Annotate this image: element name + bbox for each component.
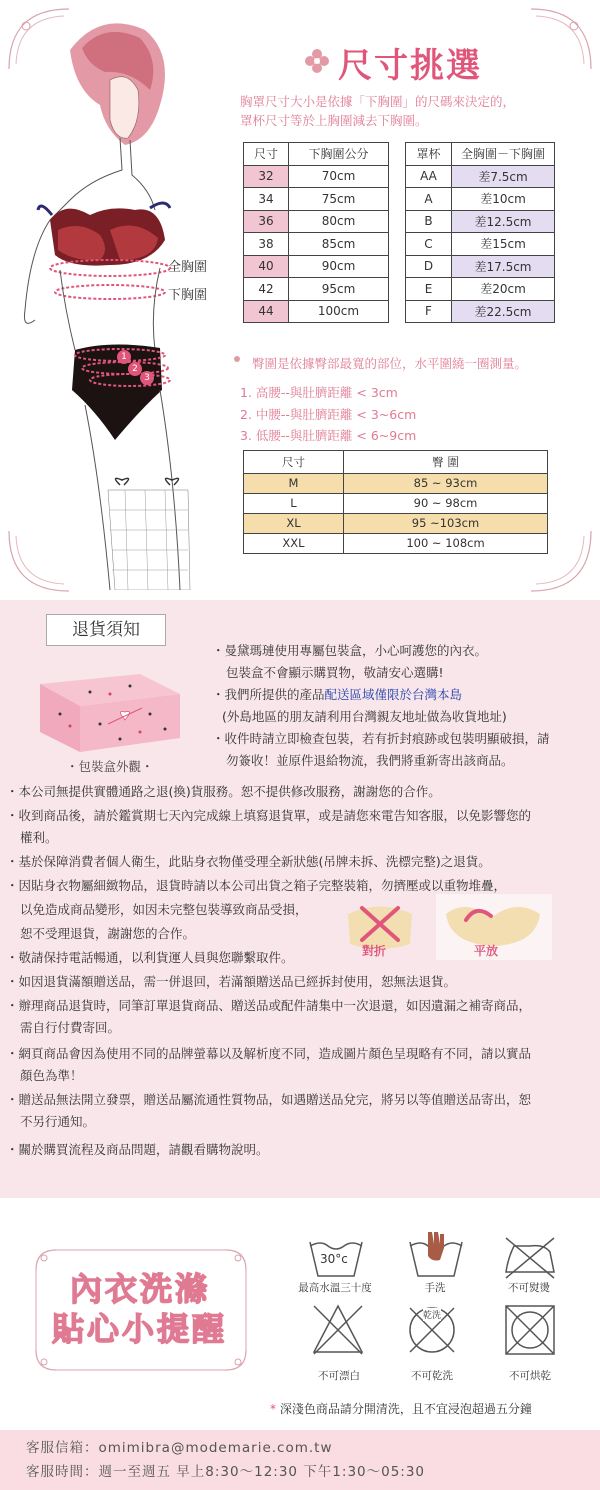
table-cell: 38 xyxy=(244,233,289,256)
size-section xyxy=(0,0,600,600)
fold-label: 對折 xyxy=(362,944,387,958)
bust-label: 全胸圍 xyxy=(168,260,208,275)
box-note xyxy=(212,640,550,772)
table-cell: 差7.5cm xyxy=(452,165,555,188)
hip-marker-2: 2 xyxy=(128,362,142,376)
star-icon: * xyxy=(270,1402,276,1416)
flat-label: 平放 xyxy=(474,944,499,958)
list-item: ・本公司無提供實體通路之退(換)貨服務。恕不提供修改服務，謝謝您的合作。 xyxy=(6,784,441,799)
wash-note-text: 深淺色商品請分開清洗，且不宜浸泡超過五分鐘 xyxy=(279,1402,532,1416)
table-cell: 85cm xyxy=(289,233,389,256)
table-header: 罩杯 xyxy=(406,143,452,166)
flower-icon xyxy=(302,46,332,76)
table-header: 尺寸 xyxy=(244,451,344,474)
table-cell: 34 xyxy=(244,188,289,211)
temp-text: 30°c xyxy=(320,1252,348,1266)
list-item: ・贈送品無法開立發票，贈送品屬流通性質物品，如遇贈送品兌完，將另以等值贈送品寄出，恕 xyxy=(6,1092,532,1107)
table-cell: 42 xyxy=(244,278,289,301)
gift-box-illustration xyxy=(30,654,190,754)
list-item: ・因貼身衣物屬細緻物品，退貨時請以本公司出貨之箱子完整裝箱，勿擠壓或以重物堆疊， xyxy=(6,878,507,893)
list-item: 顏色為準！ xyxy=(20,1068,83,1083)
list-item: ・基於保障消費者個人衛生，此貼身衣物僅受理全新狀態(吊牌未拆、洗標完整)之退貨。 xyxy=(6,854,491,869)
table-cell: XL xyxy=(244,513,344,533)
wash-section xyxy=(0,1198,600,1430)
wash-title-line1: 內衣洗滌 xyxy=(70,1270,211,1308)
table-cell: 40 xyxy=(244,255,289,278)
table-cell: XXL xyxy=(244,533,344,553)
hip-intro: 臀圍是依據臀部最寬的部位，水平圍繞一圈測量。 xyxy=(252,356,528,371)
table-cell: 差10cm xyxy=(452,188,555,211)
contact-email[interactable]: 客服信箱：omimibra@modemarie.com.tw xyxy=(26,1440,333,1456)
table-cell: E xyxy=(406,278,452,301)
table-cell: AA xyxy=(406,165,452,188)
wash-title-line2: 貼心小提醒 xyxy=(52,1310,228,1348)
wash-label: 不可漂白 xyxy=(318,1370,360,1382)
hip-list xyxy=(240,382,416,447)
list-item: 1. 高腰--與肚臍距離 < 3cm xyxy=(240,385,398,400)
table-cell: 100 ~ 108cm xyxy=(344,533,548,553)
table-cell: 90 ~ 98cm xyxy=(344,493,548,513)
list-item: ・關於購買流程及商品問題，請觀看購物說明。 xyxy=(6,1142,269,1157)
hip-marker-1: 1 xyxy=(117,350,131,364)
table-cell: C xyxy=(406,233,452,256)
contact-hours: 客服時間：週一至週五 早上8:30～12:30 下午1:30～05:30 xyxy=(26,1464,426,1480)
table-cell: 差15cm xyxy=(452,233,555,256)
note-line: (外島地區的朋友請利用台灣親友地址做為收貨地址) xyxy=(222,709,507,724)
table-cell: 70cm xyxy=(289,165,389,188)
table-cell: 100cm xyxy=(289,300,389,323)
size-intro xyxy=(240,92,590,130)
delivery-area-text: 配送區域僅限於台灣本島 xyxy=(324,687,463,702)
dry-clean-text: 乾洗 xyxy=(423,1308,441,1321)
table-cell: F xyxy=(406,300,452,323)
table-cell: 95cm xyxy=(289,278,389,301)
table-cell: 36 xyxy=(244,210,289,233)
wash-label: 不可熨燙 xyxy=(508,1282,550,1294)
wash-label: 不可烘乾 xyxy=(509,1370,551,1382)
contact-bar xyxy=(0,1430,600,1490)
list-item: ・網頁商品會因為使用不同的品牌螢幕以及解析度不同，造成圖片顏色呈現略有不同，請以實品 xyxy=(6,1046,532,1061)
table-cell: 95 ~103cm xyxy=(344,513,548,533)
box-caption: ・包裝盒外觀・ xyxy=(66,759,154,774)
hip-size-table xyxy=(243,450,548,554)
note-text: ・我們所提供的產品 xyxy=(212,687,325,702)
size-title: 尺寸挑選 xyxy=(338,46,482,86)
table-cell: M xyxy=(244,473,344,493)
no-bleach-icon xyxy=(310,1302,366,1358)
table-cell: 差17.5cm xyxy=(452,255,555,278)
list-item: ・辦理商品退貨時，同筆訂單退貨商品、贈送品或配件請集中一次退還，如因遺漏之補寄商品， xyxy=(6,998,532,1013)
note-line: ・曼黛瑪璉使用專屬包裝盒，小心呵護您的內衣。 xyxy=(212,643,488,658)
return-title: 退貨須知 xyxy=(46,614,166,646)
table-cell: 44 xyxy=(244,300,289,323)
cup-size-table xyxy=(405,142,555,323)
list-item: 權利。 xyxy=(20,830,58,845)
no-iron-icon xyxy=(500,1232,560,1282)
no-tumble-dry-icon xyxy=(502,1302,558,1358)
table-header: 尺寸 xyxy=(244,143,289,166)
list-item: 3. 低腰--與肚臍距離 < 6~9cm xyxy=(240,428,417,443)
table-cell: B xyxy=(406,210,452,233)
underbust-label: 下胸圍 xyxy=(168,288,208,303)
wash-label: 不可乾洗 xyxy=(411,1370,453,1382)
band-size-table xyxy=(243,142,389,323)
table-cell: 90cm xyxy=(289,255,389,278)
intro-line: 胸罩尺寸大小是依據「下胸圍」的尺碼來決定的， xyxy=(240,94,516,109)
corner-ornament xyxy=(526,4,596,74)
table-cell: 差22.5cm xyxy=(452,300,555,323)
hip-marker-3: 3 xyxy=(140,371,154,385)
flower-icon xyxy=(232,352,242,366)
hand-wash-icon xyxy=(406,1228,466,1278)
table-header: 臀 圍 xyxy=(344,451,548,474)
table-header: 下胸圍公分 xyxy=(289,143,389,166)
table-cell: 差20cm xyxy=(452,278,555,301)
table-cell: L xyxy=(244,493,344,513)
table-cell: 75cm xyxy=(289,188,389,211)
return-section xyxy=(0,600,600,1198)
list-item: ・如因退貨滿額贈送品，需一併退回，若滿額贈送品已經拆封使用，恕無法退貨。 xyxy=(6,974,457,989)
list-item: 2. 中腰--與肚臍距離 < 3~6cm xyxy=(240,406,417,422)
table-cell: 85 ~ 93cm xyxy=(344,473,548,493)
table-cell: A xyxy=(406,188,452,211)
note-line xyxy=(212,684,550,706)
list-item: 以免造成商品變形，如因未完整包裝導致商品受損， xyxy=(20,902,308,917)
note-line: ・收件時請立即檢查包裝，若有折封痕跡或包裝明顯破損，請 xyxy=(212,731,550,746)
list-item: 恕不受理退貨，謝謝您的合作。 xyxy=(20,926,196,941)
list-item: ・收到商品後，請於鑑賞期七天內完成線上填寫退貨單，或是請您來電告知客服，以免影響您的 xyxy=(6,808,532,823)
list-item: 不另行通知。 xyxy=(20,1114,96,1129)
table-cell: D xyxy=(406,255,452,278)
list-item: ・敬請保持電話暢通，以利貨運人員與您聯繫取件。 xyxy=(6,950,294,965)
wash-label: 最高水溫三十度 xyxy=(298,1282,372,1294)
wash-label: 手洗 xyxy=(424,1282,446,1294)
wash-note xyxy=(270,1400,532,1417)
table-cell: 差12.5cm xyxy=(452,210,555,233)
intro-line: 罩杯尺寸等於上胸圍減去下胸圍。 xyxy=(240,113,428,128)
note-line: 勿簽收！並原件退給物流，我們將重新寄出該商品。 xyxy=(226,753,514,768)
table-header: 全胸圍－下胸圍 xyxy=(452,143,555,166)
table-cell: 80cm xyxy=(289,210,389,233)
table-cell: 32 xyxy=(244,165,289,188)
note-line: 包裝盒不會顯示購買物，敬請安心選購! xyxy=(226,665,444,680)
list-item: 需自行付費寄回。 xyxy=(20,1020,121,1035)
